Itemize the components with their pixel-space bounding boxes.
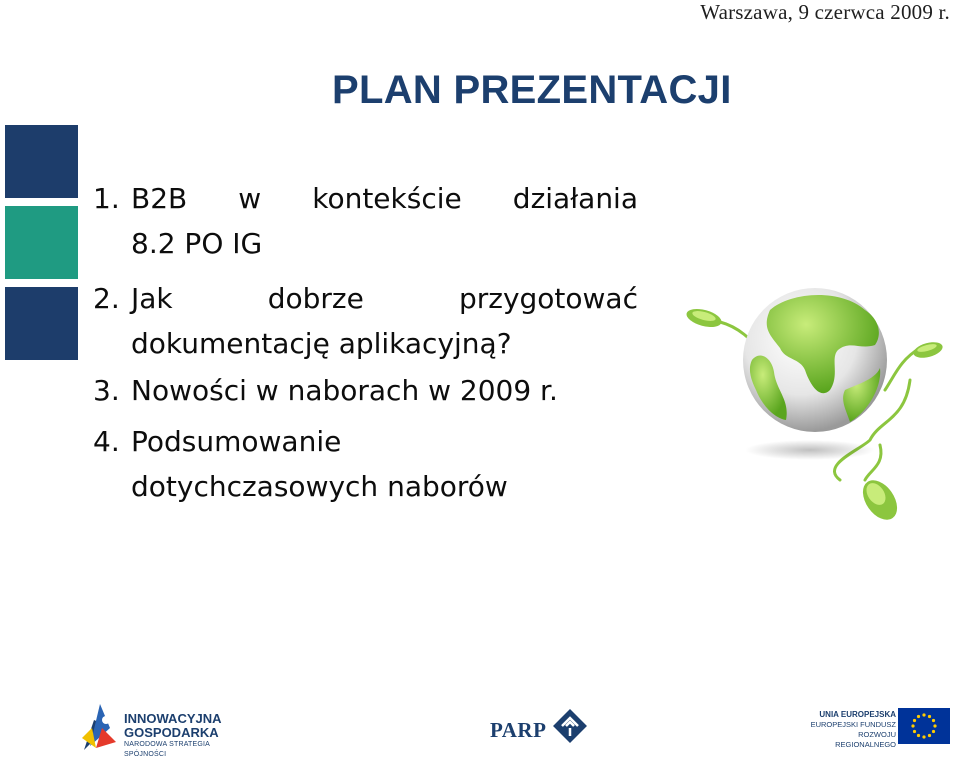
eu-logo-line: EUROPEJSKI FUNDUSZ [810, 720, 896, 729]
agenda-list [93, 176, 638, 509]
agenda-item [93, 176, 638, 266]
eu-logo-line: UNIA EUROPEJSKA [819, 710, 896, 719]
innowacyjna-gospodarka-logo [80, 698, 250, 758]
eu-flag-icon [898, 708, 950, 744]
agenda-item-text [131, 276, 638, 366]
parp-diamond-icon [550, 706, 590, 746]
agenda-item-line: 8.2 PO IG [131, 227, 263, 260]
eu-logo [808, 708, 958, 748]
agenda-item-number: 1. [93, 182, 120, 215]
agenda-item-number: 2. [93, 282, 120, 315]
agenda-item [93, 276, 638, 366]
eu-logo-line: ROZWOJU REGIONALNEGO [835, 730, 896, 749]
agenda-item [93, 368, 638, 413]
eu-logo-text [808, 710, 896, 750]
agenda-item-line: Nowości w naborach w 2009 r. [131, 374, 558, 407]
footer-logos [0, 690, 960, 758]
agenda-item-number: 3. [93, 374, 120, 407]
decor-square-navy-bottom [5, 287, 78, 360]
ig-logo-line: GOSPODARKA [124, 725, 219, 740]
globe-with-mice-icon [670, 250, 960, 540]
agenda-item-line: Jak dobrze przygotować [131, 282, 638, 315]
decor-square-navy-top [5, 125, 78, 198]
ig-logo-line: NARODOWA STRATEGIA SPÓJNOŚCI [124, 741, 210, 758]
agenda-item-line: dotychczasowych naborów [131, 470, 508, 503]
slide-title: PLAN PREZENTACJI [332, 68, 732, 112]
agenda-item-line: Podsumowanie [131, 425, 342, 458]
agenda-item-text [131, 368, 638, 413]
agenda-item-number: 4. [93, 425, 120, 458]
presentation-date: Warszawa, 9 czerwca 2009 r. [700, 0, 950, 24]
decor-square-teal [5, 206, 78, 279]
agenda-item-text [131, 419, 638, 509]
parp-logo-text: PARP [490, 718, 547, 742]
globe-with-mice-image [670, 250, 960, 540]
ig-logo-line: INNOWACYJNA [124, 711, 222, 726]
parp-logo [490, 706, 600, 746]
agenda-item [93, 419, 638, 509]
ig-star-icon [80, 698, 120, 753]
agenda-item-line: B2B w kontekście działania [131, 182, 638, 215]
agenda-item-line: dokumentację aplikacyjną? [131, 327, 512, 360]
agenda-item-text [131, 176, 638, 266]
